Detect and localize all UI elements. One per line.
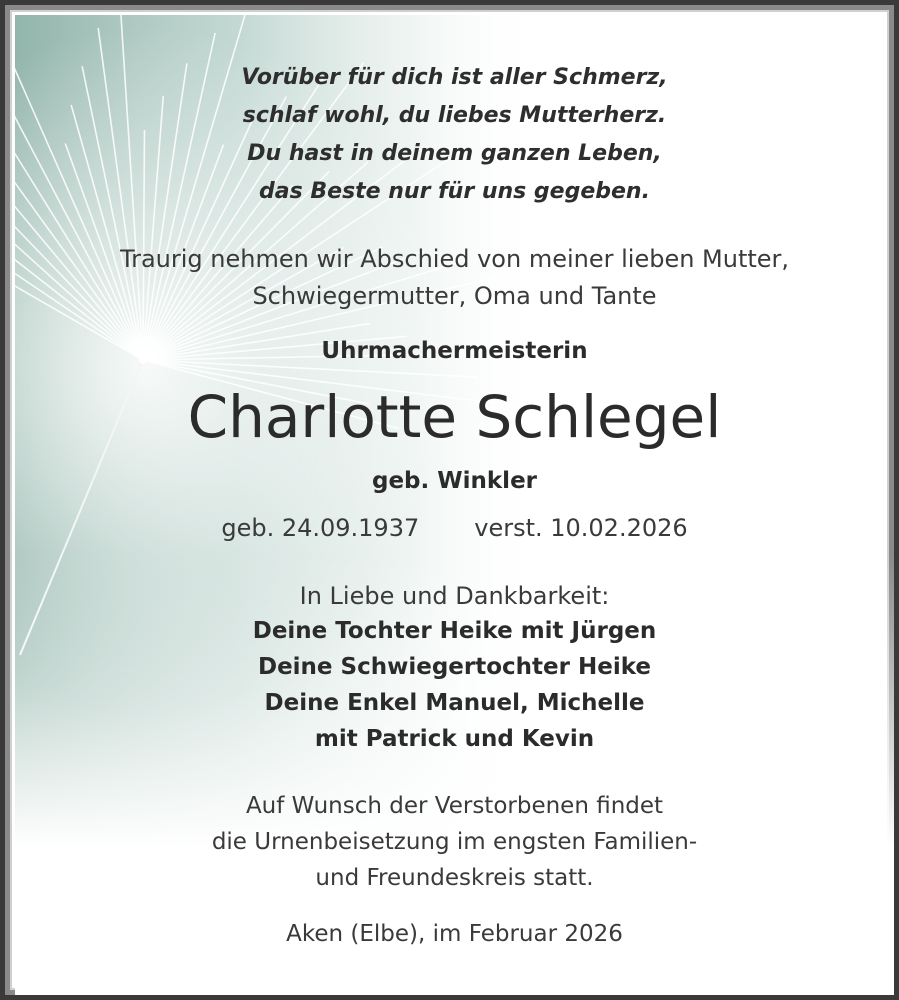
dates-row — [5, 514, 899, 542]
poem-line: Vorüber für dich ist aller Schmerz, — [241, 65, 668, 90]
family-line: mit Patrick und Kevin — [314, 726, 595, 752]
intro-line: Traurig nehmen wir Abschied von meiner lieben Mutter, — [119, 245, 790, 273]
death-date: verst. 10.02.2026 — [474, 514, 688, 542]
poem-line: Du hast in deinem ganzen Leben, — [247, 141, 662, 166]
burial-note-line: Auf Wunsch der Verstorbenen findet — [245, 793, 664, 819]
family-line: Deine Schwiegertochter Heike — [257, 654, 652, 680]
burial-note-line: und Freundeskreis statt. — [315, 865, 594, 891]
poem-line: schlaf wohl, du liebes Mutterherz. — [242, 103, 667, 128]
family-line: Deine Tochter Heike mit Jürgen — [252, 618, 657, 644]
burial-note-line: die Urnenbeisetzung im engsten Familien- — [211, 829, 698, 855]
poem-line: das Beste nur für uns gegeben. — [259, 179, 650, 204]
obituary-content — [5, 5, 899, 1000]
birth-date: geb. 24.09.1937 — [221, 514, 420, 542]
profession: Uhrmachermeisterin — [321, 338, 588, 364]
place-and-date: Aken (Elbe), im Februar 2026 — [286, 921, 623, 947]
family-line: Deine Enkel Manuel, Michelle — [264, 690, 645, 716]
deceased-name: Charlotte Schlegel — [187, 383, 722, 451]
intro-line: Schwiegermutter, Oma und Tante — [252, 282, 657, 310]
maiden-name: geb. Winkler — [371, 468, 538, 494]
gratitude-intro: In Liebe und Dankbarkeit: — [299, 582, 610, 610]
